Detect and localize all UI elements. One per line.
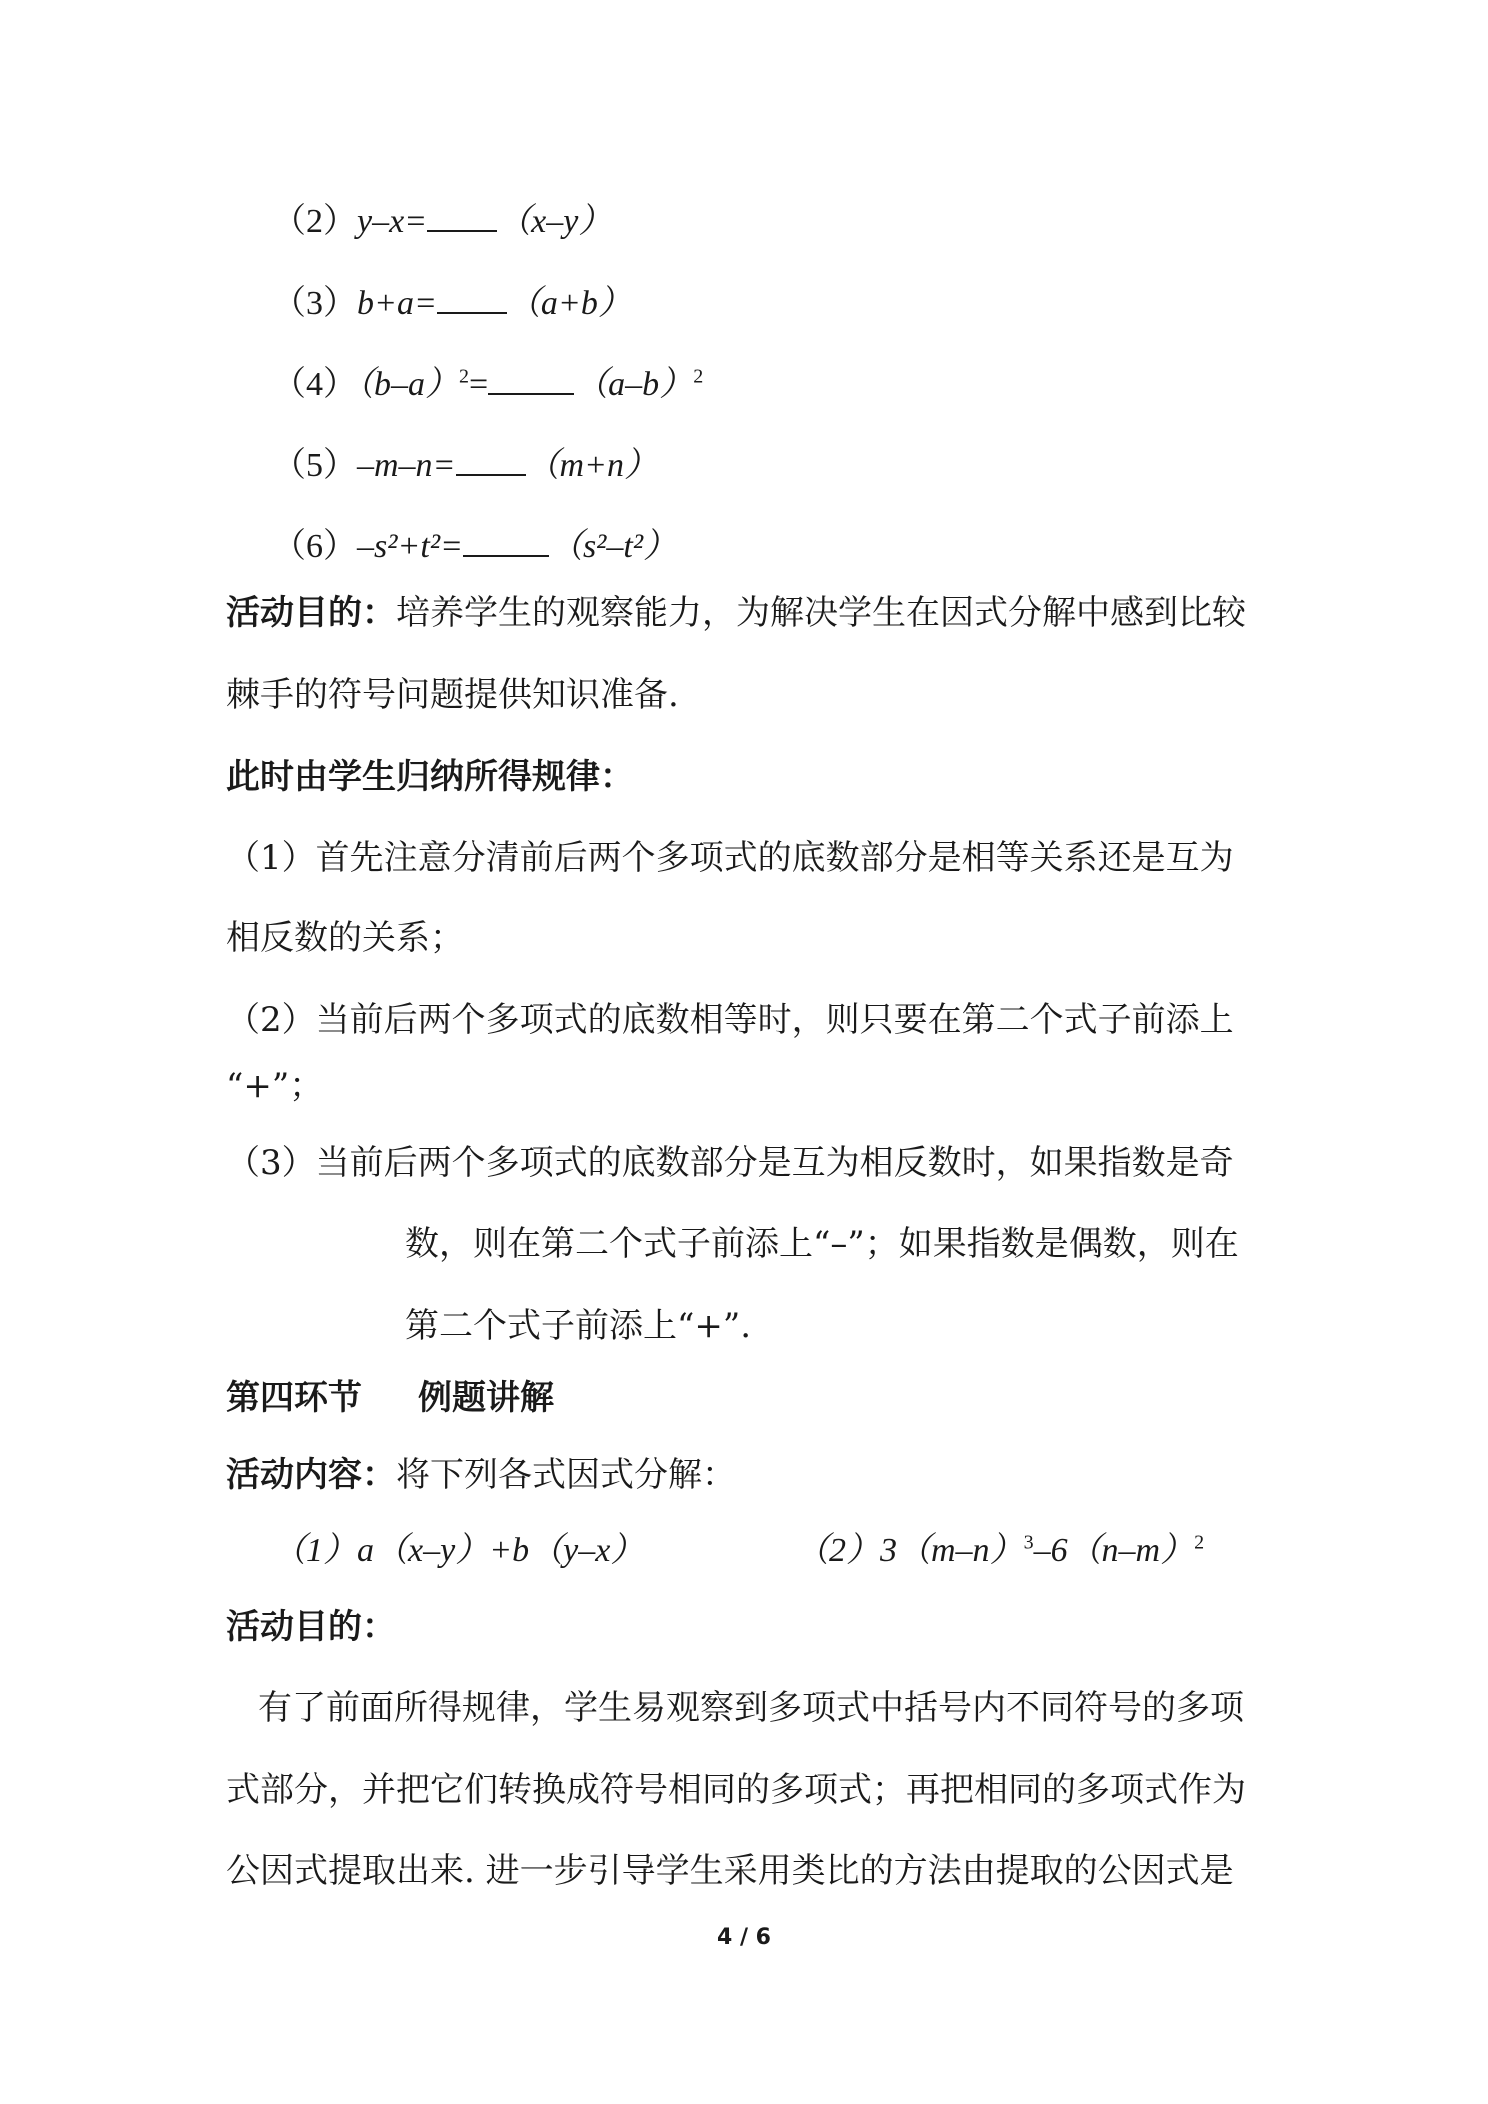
content-paragraph — [226, 1455, 736, 1495]
rule-2: （2）当前后两个多项式的底数相等时，则只要在第二个式子前添上 — [226, 1000, 1234, 1040]
exponent: 3 — [1023, 1531, 1034, 1554]
exercise-lhs: –m–n= — [357, 447, 456, 484]
purpose-label-2: 活动目的： — [226, 1607, 396, 1647]
exponent: 2 — [693, 365, 704, 388]
exercise-number: （2） — [272, 203, 357, 240]
answer-blank — [488, 363, 574, 395]
exercise-lhs: b+a= — [357, 285, 437, 322]
exercise-rhs: （s²–t²） — [548, 528, 678, 565]
section-title — [226, 1378, 554, 1418]
exercise-rhs: （m+n） — [525, 447, 658, 484]
rule-1-cont: 相反数的关系； — [226, 918, 464, 958]
answer-blank — [456, 444, 526, 476]
exercise-number: （4） — [272, 366, 357, 403]
example-expression: –6（n–m） — [1033, 1532, 1195, 1569]
answer-blank — [427, 200, 497, 232]
example-expression: （1）a（x–y）+b（y–x） — [272, 1532, 645, 1569]
section-subtitle: 例题讲解 — [418, 1378, 554, 1418]
exercise-lhs: y–x= — [357, 203, 428, 240]
exercise-4 — [272, 363, 703, 405]
exponent: 2 — [1194, 1531, 1205, 1554]
purpose-text: 棘手的符号问题提供知识准备. — [226, 675, 679, 715]
exercise-number: （3） — [272, 285, 357, 322]
exercise-rhs: （a+b） — [506, 285, 632, 322]
answer-blank — [437, 282, 507, 314]
exercise-number: （6） — [272, 528, 357, 565]
exercise-number: （5） — [272, 447, 357, 484]
answer-blank — [463, 525, 549, 557]
purpose-label: 活动目的： — [226, 593, 396, 633]
exercise-rhs: （a–b） — [574, 366, 694, 403]
example-expression: （2）3（m–n） — [795, 1532, 1024, 1569]
rule-3-cont2: 第二个式子前添上“+”. — [405, 1306, 752, 1346]
content-label: 活动内容： — [226, 1455, 396, 1495]
exercise-lhs: –s²+t²= — [357, 528, 463, 565]
purpose-2-line-1: 有了前面所得规律，学生易观察到多项式中括号内不同符号的多项 — [258, 1688, 1244, 1728]
equals-sign: = — [469, 366, 489, 403]
rule-3-cont: 数，则在第二个式子前添上“–”；如果指数是偶数，则在 — [405, 1224, 1239, 1264]
purpose-2-line-2: 式部分，并把它们转换成符号相同的多项式；再把相同的多项式作为 — [226, 1770, 1246, 1810]
purpose-paragraph-cont — [226, 675, 679, 715]
rule-1: （1）首先注意分清前后两个多项式的底数部分是相等关系还是互为 — [226, 838, 1234, 878]
exercise-2 — [272, 200, 612, 242]
purpose-paragraph — [226, 593, 1246, 633]
exercise-6 — [272, 525, 677, 567]
purpose-2-line-3: 公因式提取出来. 进一步引导学生采用类比的方法由提取的公因式是 — [226, 1851, 1234, 1891]
section-number: 第四环节 — [226, 1378, 362, 1418]
exponent: 2 — [459, 365, 469, 388]
page-number: 4 / 6 — [717, 1925, 771, 1950]
example-2 — [795, 1531, 1204, 1571]
purpose-text: 培养学生的观察能力，为解决学生在因式分解中感到比较 — [396, 593, 1246, 633]
example-1 — [272, 1531, 644, 1571]
content-text: 将下列各式因式分解： — [396, 1455, 736, 1495]
rules-heading: 此时由学生归纳所得规律： — [226, 757, 634, 797]
rule-2-cont: “+”； — [226, 1066, 324, 1106]
exercise-5 — [272, 444, 658, 486]
exercise-rhs: （x–y） — [497, 203, 613, 240]
exercise-3 — [272, 282, 632, 324]
rule-3: （3）当前后两个多项式的底数部分是互为相反数时，如果指数是奇 — [226, 1143, 1234, 1183]
exercise-lhs: （b–a） — [357, 366, 459, 403]
